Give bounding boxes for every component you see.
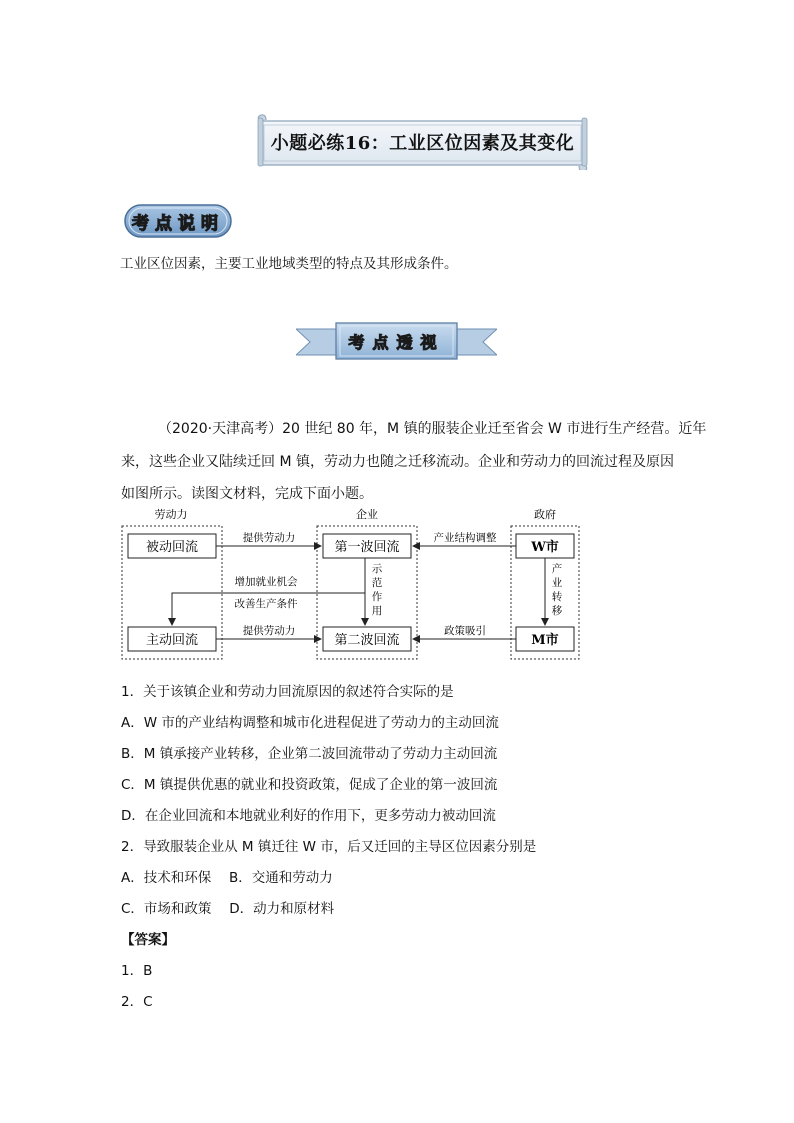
improve-conditions-label: 改善生产条件	[234, 598, 298, 610]
section-badge-perspective	[296, 321, 497, 361]
demo-effect-char-1: 示	[371, 563, 383, 575]
w-city-label: W市	[531, 540, 559, 555]
industry-transfer-char-1: 产	[551, 563, 563, 575]
question-1-option-a: A．W 市的产业结构调整和城市化进程促进了劳动力的主动回流	[121, 715, 499, 731]
provide-labour-bottom-label: 提供劳动力	[242, 625, 296, 637]
section-badge-explain	[122, 202, 234, 240]
question-1-option-b: B．M 镇承接产业转移，企业第二波回流带动了劳动力主动回流	[121, 746, 498, 762]
answer-heading: 【答案】	[121, 932, 175, 948]
question-2-stem: 2．导致服装企业从 M 镇迁往 W 市，后又迁回的主导区位因素分别是	[121, 839, 537, 855]
passage-line-3: 如图所示。读图文材料，完成下面小题。	[121, 486, 373, 502]
section-badge-label: 考点说明	[132, 213, 224, 234]
demo-effect-char-2: 范	[371, 577, 383, 589]
first-wave-label: 第一波回流	[334, 540, 400, 555]
column-header-labour: 劳动力	[154, 508, 188, 521]
title-banner	[256, 114, 589, 170]
passive-return-label: 被动回流	[145, 540, 199, 555]
industry-transfer-char-2: 业	[551, 577, 563, 589]
passage-line-2: 来，这些企业又陆续迁回 M 镇，劳动力也随之迁移流动。企业和劳动力的回流过程及原因	[121, 454, 674, 470]
demo-effect-char-3: 作	[371, 591, 383, 603]
demo-effect-char-4: 用	[371, 605, 383, 617]
answer-1: 1．B	[121, 963, 153, 979]
answer-2: 2．C	[121, 994, 153, 1010]
policy-attract-label: 政策吸引	[444, 625, 486, 637]
column-header-enterprise: 企业	[356, 508, 378, 521]
industry-adjust-label: 产业结构调整	[433, 532, 497, 544]
page-title: 小题必练16：工业区位因素及其变化	[270, 133, 575, 154]
passage-line-1: （2020·天津高考）20 世纪 80 年，M 镇的服装企业迁至省会 W 市进行生产经营。近年	[158, 421, 707, 437]
question-1-option-c: C．M 镇提供优惠的就业和投资政策，促成了企业的第一波回流	[121, 777, 498, 793]
question-2-options-row-1: A．技术和环保 B．交通和劳动力	[121, 870, 333, 886]
m-town-label: M市	[531, 633, 559, 648]
active-return-label: 主动回流	[145, 633, 199, 648]
flow-diagram-svg	[121, 506, 581, 666]
flow-diagram	[121, 506, 581, 666]
provide-labour-top-label: 提供劳动力	[242, 532, 296, 544]
question-1-option-d: D．在企业回流和本地就业利好的作用下，更多劳动力被动回流	[121, 808, 496, 824]
second-wave-label: 第二波回流	[334, 633, 400, 648]
section-badge-label: 考点透视	[348, 332, 445, 352]
column-header-government: 政府	[534, 508, 556, 521]
section-description: 工业区位因素，主要工业地域类型的特点及其形成条件。	[120, 256, 458, 272]
question-1-stem: 1．关于该镇企业和劳动力回流原因的叙述符合实际的是	[121, 684, 454, 700]
more-jobs-label: 增加就业机会	[234, 576, 298, 588]
industry-transfer-char-3: 转	[551, 591, 563, 603]
question-2-options-row-2: C．市场和政策 D．动力和原材料	[121, 901, 335, 917]
industry-transfer-char-4: 移	[551, 605, 563, 617]
